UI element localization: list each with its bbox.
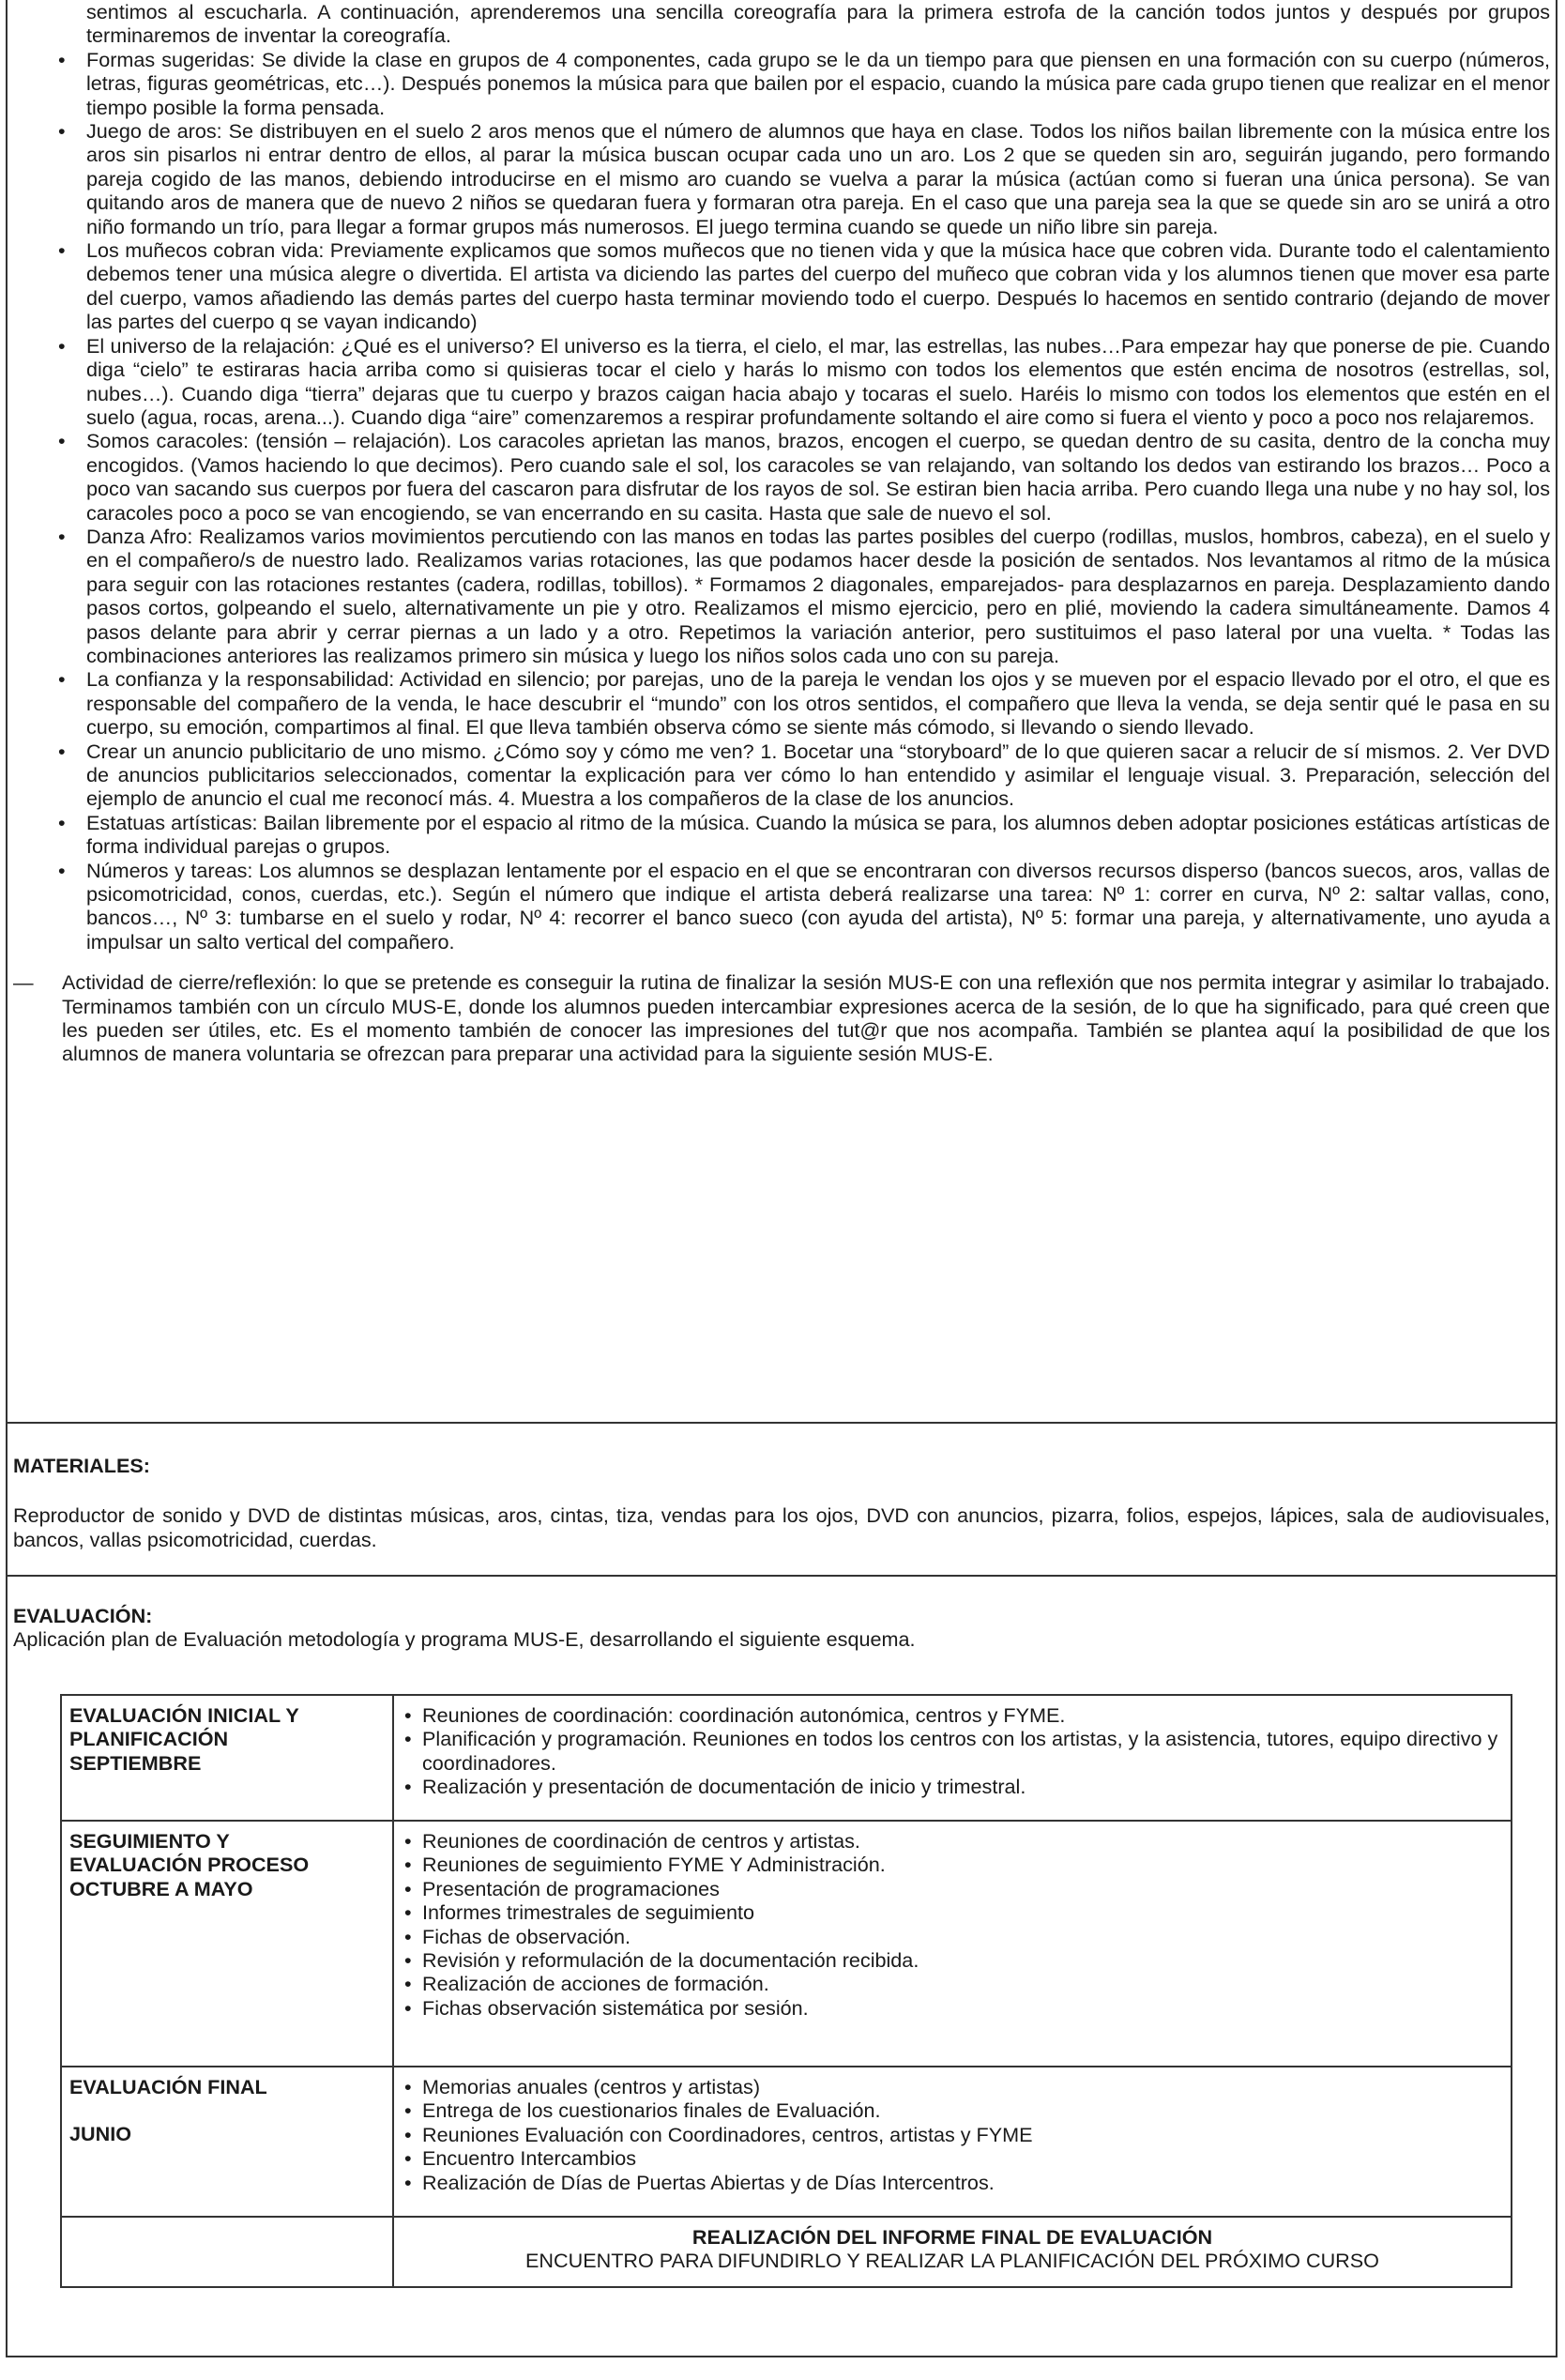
list-item: • Reuniones de seguimiento FYME Y Administración.	[402, 1853, 1503, 1876]
activity-item: • Juego de aros: Se distribuyen en el suelo 2 aros menos que el número de alumnos que haya en clase. Todos los niños bailan libremente con la música entre los aros sin pisarlos ni entrar dentro de ellos, al parar la música buscan ocupar cada uno un aro. Los 2 que se queden sin aro, seguirán jugando, pero formando pareja cogido de las manos, debiendo introducirse en el mismo aro cuando se vuelva a parar la música (actúan como si fueran una única persona). Se van quitando aros de manera que de nuevo 2 niños se quedaran fuera y formaran otra pareja. En el caso que una pareja sea la que se quede sin aro se unirá a otro niño formando un trío, para llegar a formar grupos más numerosos. El juego termina cuando se quede un niño libre sin pareja.	[8, 119, 1556, 238]
evaluation-table	[60, 1694, 1512, 2288]
activity-item: • Estatuas artísticas: Bailan libremente por el espacio al ritmo de la música. Cuando la música se para, los alumnos deben adoptar posiciones estáticas artísticas de forma individual parejas o grupos.	[8, 811, 1556, 859]
list-item: • Fichas de observación.	[402, 1925, 1503, 1948]
final-report-cell	[393, 2217, 1512, 2287]
final-report-subtitle: ENCUENTRO PARA DIFUNDIRLO Y REALIZAR LA PLANIFICACIÓN DEL PRÓXIMO CURSO	[525, 2249, 1379, 2273]
activity-item: • Los muñecos cobran vida: Previamente explicamos que somos muñecos que no tienen vida y que la música hace que cobren vida. Durante todo el calentamiento debemos tener una música alegre o divertida. El artista va diciendo las partes del cuerpo del muñeco que cobran vida y los alumnos tienen que mover esa parte del cuerpo, vamos añadiendo las demás partes del cuerpo hasta terminar moviendo todo el cuerpo. Después lo hacemos en sentido contrario (dejando de mover las partes del cuerpo q se vayan indicando)	[8, 238, 1556, 334]
row-label: EVALUACIÓN FINAL JUNIO	[61, 2067, 393, 2217]
closing-activity	[8, 970, 1556, 1066]
activity-item: • Danza Afro: Realizamos varios movimientos percutiendo con las manos en todas las partes posibles del cuerpo (rodillas, muslos, hombros, cabeza), en el suelo y en el compañero/s de nuestro lado. Realizamos varias rotaciones, las que podamos hacer desde la posición de sentados. Nos levantamos al ritmo de la música para seguir con las rotaciones restantes (cadera, rodillas, tobillos). * Formamos 2 diagonales, emparejados- para desplazarnos en pareja. Desplazamiento dando pasos cortos, golpeando el suelo, alternativamente un pie y otro. Realizamos el mismo ejercicio, pero en plié, moviendo la cadera simultáneamente. Damos 4 pasos delante para abrir y cerrar piernas a un lado y a otro. Repetimos la variación anterior, pero sustituimos el paso lateral por una vuelta. * Todas las combinaciones anteriores las realizamos primero sin música y luego los niños solos cada uno con su pareja.	[8, 525, 1556, 667]
list-item: • Reuniones de coordinación: coordinación autonómica, centros y FYME.	[402, 1703, 1503, 1727]
list-item: • Entrega de los cuestionarios finales de Evaluación.	[402, 2098, 1503, 2122]
list-item: • Realización de acciones de formación.	[402, 1972, 1503, 1995]
list-item: • Revisión y reformulación de la documentación recibida.	[402, 1948, 1503, 1972]
closing-text: Actividad de cierre/reflexión: lo que se pretende es conseguir la rutina de finalizar la sesión MUS-E con una reflexión que nos permita integrar y asimilar lo trabajado. Terminamos también con un círculo MUS-E, donde los alumnos pueden intercambiar expresiones acerca de la sesión, de lo que ha significado, para qué creen que les pueden ser útiles, etc. Es el momento también de conocer las impresiones del tut@r que nos acompaña. También se plantea aquí la posibilidad de que los alumnos de manera voluntaria se ofrezcan para preparar una actividad para la siguiente sesión MUS-E.	[62, 970, 1550, 1066]
table-row	[61, 1821, 1512, 2067]
list-item: • Encuentro Intercambios	[402, 2146, 1503, 2170]
activity-item: • Somos caracoles: (tensión – relajación). Los caracoles aprietan las manos, brazos, encogen el cuerpo, se quedan dentro de su casita, dentro de la concha muy encogidos. (Vamos haciendo lo que decimos). Pero cuando sale el sol, los caracoles se van relajando, van soltando los dedos van estirando los brazos… Poco a poco van sacando sus cuerpos por fuera del cascaron para disfrutar de los rayos de sol. Se estiran bien hacia arriba. Pero cuando llega una nube y no hay sol, los caracoles poco a poco se van encogiendo, se van encerrando en su casita. Hasta que sale de nuevo el sol.	[8, 429, 1556, 525]
evaluation-section	[8, 1577, 1556, 2356]
document-frame	[6, 0, 1557, 2357]
row-items	[393, 1821, 1512, 2067]
final-report-title: REALIZACIÓN DEL INFORME FINAL DE EVALUACIÓN	[691, 2225, 1213, 2249]
activity-item: • Números y tareas: Los alumnos se desplazan lentamente por el espacio en el que se encontraran con diversos recursos disperso (bancos suecos, aros, vallas de psicomotricidad, conos, cuerdas, etc.). Según el número que indique el artista deberá realizarse una tarea: Nº 1: correr en curva, Nº 2: saltar vallas, cono, bancos…, Nº 3: tumbarse en el suelo y rodar, Nº 4: recorrer el banco sueco (con ayuda del artista), Nº 5: formar una pareja, y alternativamente, uno ayuda a impulsar un salto vertical del compañero.	[8, 859, 1556, 954]
table-row	[61, 1695, 1512, 1821]
evaluation-heading: EVALUACIÓN:	[13, 1604, 153, 1627]
activity-item: • Formas sugeridas: Se divide la clase en grupos de 4 componentes, cada grupo se le da un tiempo para que piensen en una formación con su cuerpo (números, letras, figuras geométricas, etc…). Después ponemos la música para que bailen por el espacio, cuando la música pare cada grupo tienen que realizar en el menor tiempo posible la forma pensada.	[8, 48, 1556, 119]
list-item: • Reuniones de coordinación de centros y artistas.	[402, 1829, 1503, 1853]
evaluation-subtitle: Aplicación plan de Evaluación metodología y programa MUS-E, desarrollando el siguiente esquema.	[13, 1627, 916, 1652]
activity-item: • Crear un anuncio publicitario de uno mismo. ¿Cómo soy y cómo me ven? 1. Bocetar una “storyboard” de lo que quieren sacar a relucir de sí mismos. 2. Ver DVD de anuncios publicitarios seleccionados, comentar la explicación para ver cómo lo han entendido y asimilar el lenguaje visual. 3. Preparación, selección del ejemplo de anuncio el cual me reconocí más. 4. Muestra a los compañeros de la clase de los anuncios.	[8, 740, 1556, 811]
list-item: • Realización de Días de Puertas Abiertas y de Días Intercentros.	[402, 2171, 1503, 2194]
row-items	[393, 1695, 1512, 1821]
materials-text: Reproductor de sonido y DVD de distintas músicas, aros, cintas, tiza, vendas para los ojos, DVD con anuncios, pizarra, folios, espejos, lápices, sala de audiovisuales, bancos, vallas psicomotricidad, cuerdas.	[13, 1503, 1550, 1551]
list-item: • Fichas observación sistemática por sesión.	[402, 1996, 1503, 2020]
intro-paragraph: sentimos al escucharla. A continuación, aprenderemos una sencilla coreografía para la primera estrofa de la canción todos juntos y después por grupos terminaremos de inventar la coreografía.	[86, 0, 1550, 48]
row-label: SEGUIMIENTO Y EVALUACIÓN PROCESO OCTUBRE A MAYO	[61, 1821, 393, 2067]
table-row	[61, 2217, 1512, 2287]
list-item: • Reuniones Evaluación con Coordinadores, centros, artistas y FYME	[402, 2123, 1503, 2146]
activity-item: • El universo de la relajación: ¿Qué es el universo? El universo es la tierra, el cielo, el mar, las estrellas, las nubes…Para empezar hay que ponerse de pie. Cuando diga “cielo” te estiraras hacia arriba como si quisieras tocar el cielo y harás lo mismo con todos los elementos que estén encima de nosotros (estrellas, sol, nubes…). Cuando diga “tierra” dejaras que tu cuerpo y brazos caigan hacia abajo y tocaras el suelo. Haréis lo mismo con todos los elementos que estén en el suelo (agua, rocas, arena...). Cuando diga “aire” comenzaremos a respirar profundamente soltando el aire como si fuera el viento y poco a poco nos relajaremos.	[8, 334, 1556, 430]
row-label: EVALUACIÓN INICIAL Y PLANIFICACIÓN SEPTIEMBRE	[61, 1695, 393, 1821]
materials-section	[8, 1424, 1556, 1577]
list-item: • Presentación de programaciones	[402, 1877, 1503, 1900]
list-item: • Informes trimestrales de seguimiento	[402, 1900, 1503, 1924]
row-items	[393, 2067, 1512, 2217]
activities-section	[8, 0, 1556, 1424]
list-item: • Memorias anuales (centros y artistas)	[402, 2075, 1503, 2098]
list-item: • Realización y presentación de documentación de inicio y trimestral.	[402, 1775, 1503, 1798]
table-row	[61, 2067, 1512, 2217]
dash-marker: —	[13, 970, 34, 995]
list-item: • Planificación y programación. Reuniones en todos los centros con los artistas, y la asistencia, tutores, equipo directivo y coordinadores.	[402, 1727, 1503, 1775]
materials-heading: MATERIALES:	[13, 1454, 150, 1477]
empty-cell	[61, 2217, 393, 2287]
activities-list	[8, 48, 1556, 954]
activity-item: • La confianza y la responsabilidad: Actividad en silencio; por parejas, uno de la pareja le vendan los ojos y se mueven por el espacio llevado por el otro, el que es responsable del compañero de la venda, le hace descubrir el “mundo” con los otros sentidos, el compañero que lleva la venda, se deja sentir qué le pasa en su cuerpo, su emoción, compartimos al final. El que lleva también observa cómo se siente más cómodo, si llevando o siendo llevado.	[8, 667, 1556, 739]
